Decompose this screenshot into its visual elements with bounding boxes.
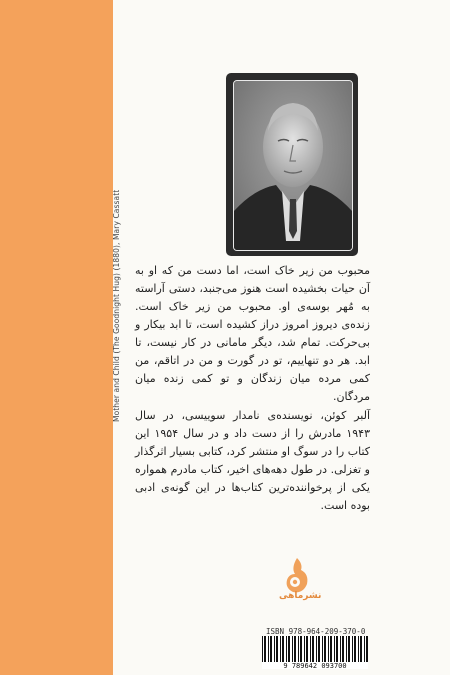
barcode-bars [262,636,368,662]
portrait-photo-icon [234,81,352,250]
barcode [262,636,368,669]
book-blurb-paragraph-1: محبوب من زیر خاک است، اما دست من که او به آن حیات بخشیده است هنوز می‌جنبد، دستی آراسته به مُهر بوسه‌ی او. محبوب من زیر خاک است. زنده‌ی دیروز امروز دراز کشیده است، تا ابد بیکار و بی‌حرکت. تمام شد، دیگر مامانی در کار نیست، تا ابد. هر دو تنهاییم، تو در گورت و من در اتاقم، من کمی مرده میان زندگان و تو کمی زنده میان مردگان. [135,264,370,403]
publisher-logo-icon [283,556,311,596]
cover-art-caption: Mother and Child (The Goodnight Hug) (1880), Mary Cassatt [112,189,121,422]
isbn-text: ISBN 978-964-209-370-0 [266,627,366,636]
book-blurb-paragraph-2: آلبر کوئن، نویسنده‌ی نامدار سوییسی، در سال ۱۹۴۳ مادرش را از دست داد و در سال ۱۹۵۴ این کتاب را در سوگ او منتشر کرد، کتابی بسیار اثرگذار و تغزلی. در طول دهه‌های اخیر، کتاب مادرم همواره یکی از پرخواننده‌ترین کتاب‌ها در این گونه‌ی ادبی بوده است. [135,409,370,512]
barcode-digits: 9 789642 093700 [283,662,347,670]
author-photo [233,80,353,251]
publisher-name: نشرماهی [279,591,322,601]
author-photo-frame [226,73,358,256]
orange-side-stripe [0,0,113,675]
